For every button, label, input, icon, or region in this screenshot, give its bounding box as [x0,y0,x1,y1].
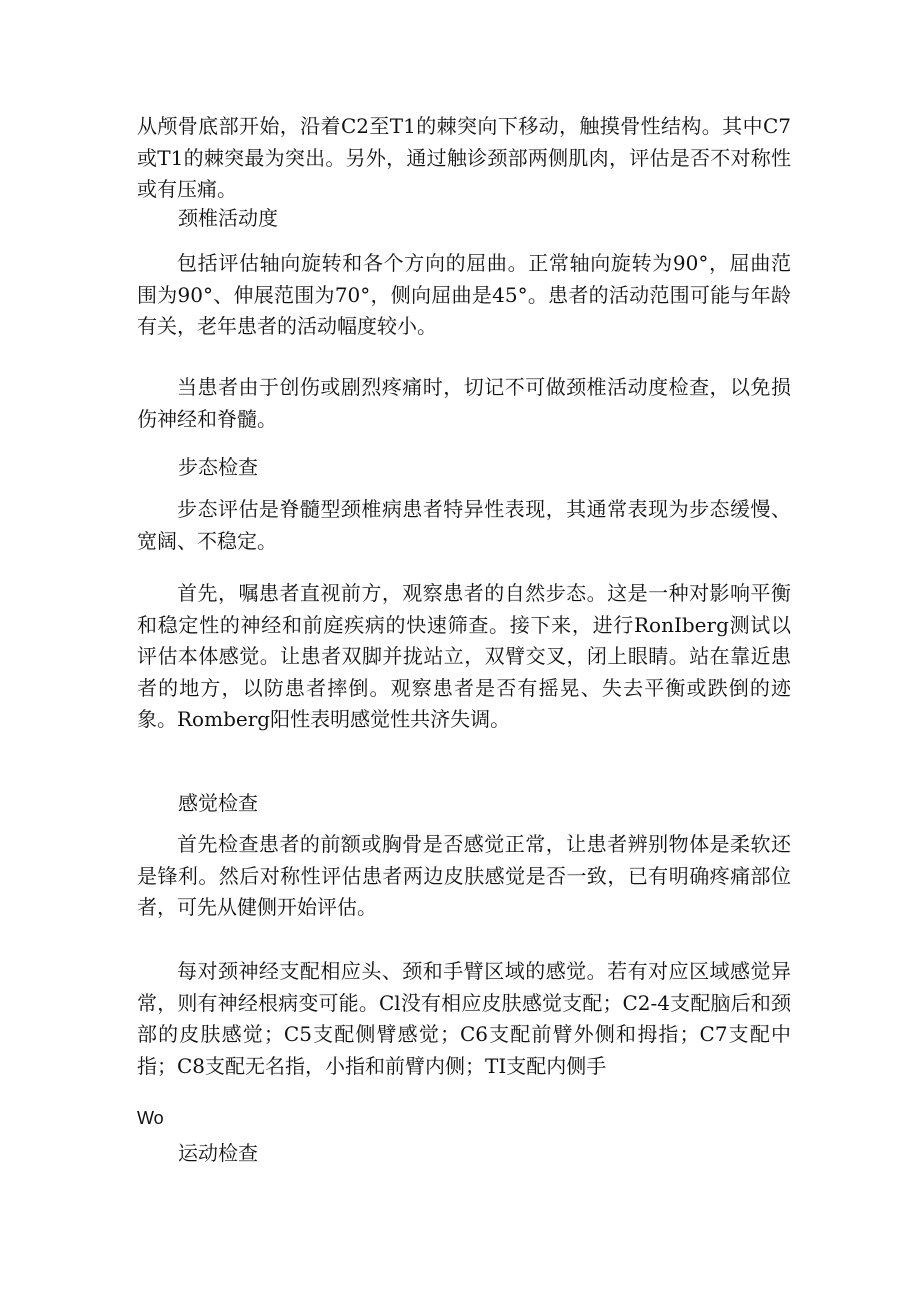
paragraph-sensory-check: 首先检查患者的前额或胸骨是否感觉正常，让患者辨别物体是柔软还是锋利。然后对称性评估患者两边皮肤感觉是否一致，已有明确疼痛部位者，可先从健侧开始评估。 [137,832,791,919]
paragraph-gait-features: 步态评估是脊髓型颈椎病患者特异性表现，其通常表现为步态缓慢、宽阔、不稳定。 [137,497,791,553]
heading-cervical-range-of-motion: 颈椎活动度 [178,206,278,230]
paragraph-dermatomes: 每对颈神经支配相应头、颈和手臂区域的感觉。若有对应区域感觉异常，则有神经根病变可能。Cl没有相应皮肤感觉支配；C2-4支配脑后和颈部的皮肤感觉；C5支配侧臂感觉；C6支配前臂外侧和拇指；C7支配中指；C8支配无名指，小指和前臂内侧；TI支配内侧手 [137,959,791,1078]
heading-sensory-exam: 感觉检查 [178,791,258,815]
heading-motor-exam: 运动检查 [178,1141,258,1165]
paragraph-range-of-motion: 包括评估轴向旋转和各个方向的屈曲。正常轴向旋转为90°，屈曲范围为90°、伸展范围为70°，侧向屈曲是45°。患者的活动范围可能与年龄有关，老年患者的活动幅度较小。 [137,251,791,338]
stray-text: Wo [137,1108,164,1128]
paragraph-rom-caution: 当患者由于创伤或剧烈疼痛时，切记不可做颈椎活动度检查，以免损伤神经和脊髓。 [137,375,791,431]
paragraph-romberg-test: 首先，嘱患者直视前方，观察患者的自然步态。这是一种对影响平衡和稳定性的神经和前庭疾病的快速筛查。接下来，进行RonIberg测试以评估本体感觉。让患者双脚并拢站立，双臂交叉，闭上眼睛。站在靠近患者的地方，以防患者摔倒。观察患者是否有摇晃、失去平衡或跌倒的迹象。Romberg阳性表明感觉性共济失调。 [137,581,791,731]
heading-gait-exam: 步态检查 [178,455,258,479]
paragraph-spinous-palpation: 从颅骨底部开始，沿着C2至T1的棘突向下移动，触摸骨性结构。其中C7或T1的棘突最为突出。另外，通过触诊颈部两侧肌肉，评估是否不对称性或有压痛。 [137,114,791,201]
